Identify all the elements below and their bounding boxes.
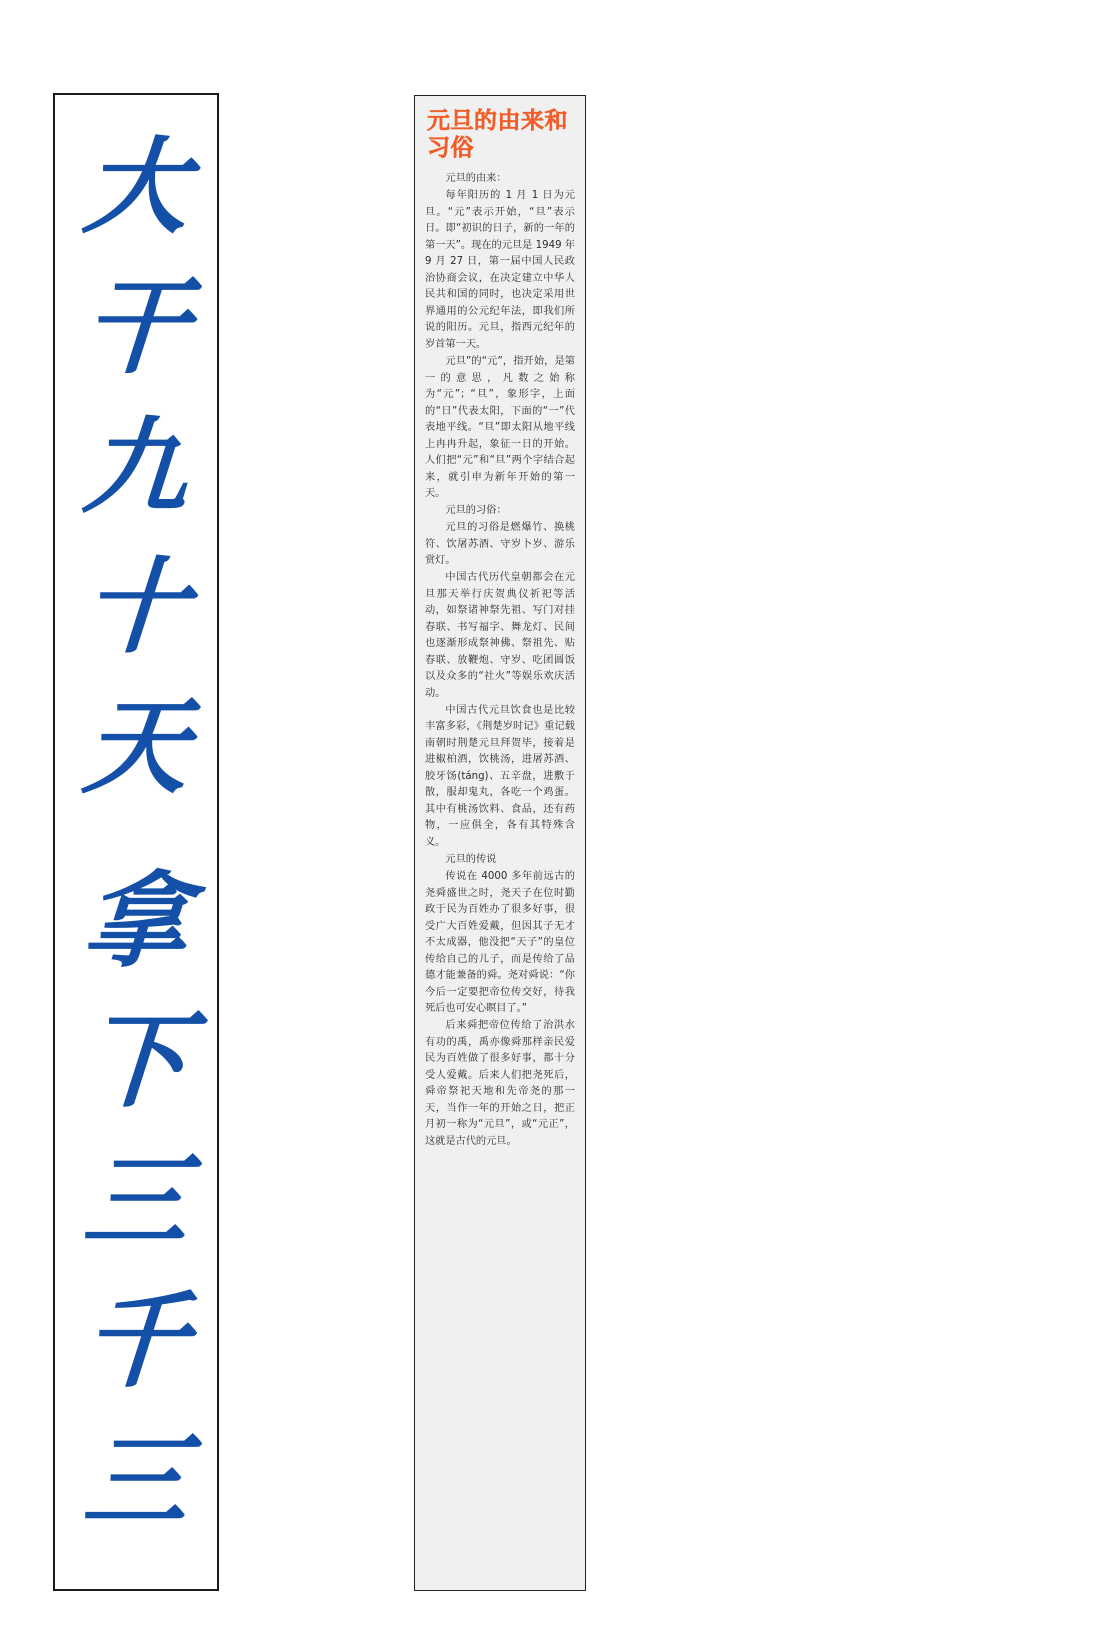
calligraphy-character: 三: [79, 1419, 193, 1542]
calligraphy-character: 千: [79, 1279, 193, 1402]
article-paragraph: 元旦的习俗是燃爆竹、换桃符、饮屠苏酒、守岁卜岁、游乐赏灯。: [425, 522, 575, 567]
calligraphy-character: 九: [79, 405, 193, 528]
calligraphy-banner: [53, 93, 219, 1591]
article-paragraph: 元旦的由来：: [445, 173, 507, 185]
article-paragraph: 元旦”的“元”，指开始，是第一的意思，凡数之始称为“元”；“旦”，象形字，上面的“日”代表太阳，下面的“一”代表地平线。“旦”即太阳从地平线上冉冉升起，象征一日的开始。人们把“元”和“旦”两个字结合起来，就引申为新年开始的第一天。: [425, 356, 575, 500]
article-paragraph: 中国古代历代皇朝都会在元旦那天举行庆贺典仪祈祀等活动，如祭诸神祭先祖、写门对挂春联、书写福字、舞龙灯、民间也逐渐形成祭神佛、祭祖先、贴春联、放鞭炮、守岁、吃团圆饭以及众多的“社火”等娱乐欢庆活动。: [425, 572, 575, 699]
calligraphy-character: 拿: [79, 859, 193, 982]
calligraphy-character: 十: [79, 545, 193, 668]
article-paragraph: 中国古代元旦饮食也是比较丰富多彩，《荆楚岁时记》重记载南朝时荆楚元旦拜贺毕，接着是进椒柏酒，饮桃汤，进屠苏酒、胶牙饧(táng)、五辛盘，进敷于散，服却鬼丸，各吃一个鸡蛋。其中有桃汤饮料、食品，还有药物，一应俱全，各有其特殊含义。: [425, 704, 575, 848]
calligraphy-character: 下: [79, 999, 193, 1122]
newspaper-clipping: [414, 95, 586, 1591]
article-paragraph: 每年阳历的 1 月 1 日为元旦。“元”表示开始，“旦”表示日。即“初识的日子，新的一年的第一天”。现在的元旦是 1949 年 9 月 27 日，第一届中国人民政治协商会议，在决定建立中华人民共和国的同时，也决定采用世界通用的公元纪年法，即我们所说的阳历。元旦，指西元纪年的岁首第一天。: [425, 190, 575, 350]
article-paragraph: 元旦的习俗：: [445, 505, 507, 517]
calligraphy-character: 三: [79, 1139, 193, 1262]
article-title: 元旦的由来和习俗: [427, 108, 568, 161]
calligraphy-character: 干: [79, 265, 193, 388]
calligraphy-character: 天: [79, 685, 193, 808]
article-paragraph: 元旦的传说: [445, 853, 497, 865]
calligraphy-character: 大: [79, 125, 193, 248]
article-paragraph: 传说在 4000 多年前远古的尧舜盛世之时，尧天子在位时勤政于民为百姓办了很多好事，很受广大百姓爱戴，但因其子无才不太成器，他没把“天子”的皇位传给自己的儿子，而是传给了品德才能兼备的舜。尧对舜说：“你今后一定要把帝位传交好，待我死后也可安心瞑目了。”: [425, 871, 575, 1015]
article-paragraph: 后来舜把帝位传给了治洪水有功的禹，禹亦像舜那样亲民爱民为百姓做了很多好事，都十分受人爱戴。后来人们把尧死后，舜帝祭祀天地和先帝尧的那一天，当作一年的开始之日，把正月初一称为“元旦”，或“元正”，这就是古代的元旦。: [425, 1020, 575, 1147]
